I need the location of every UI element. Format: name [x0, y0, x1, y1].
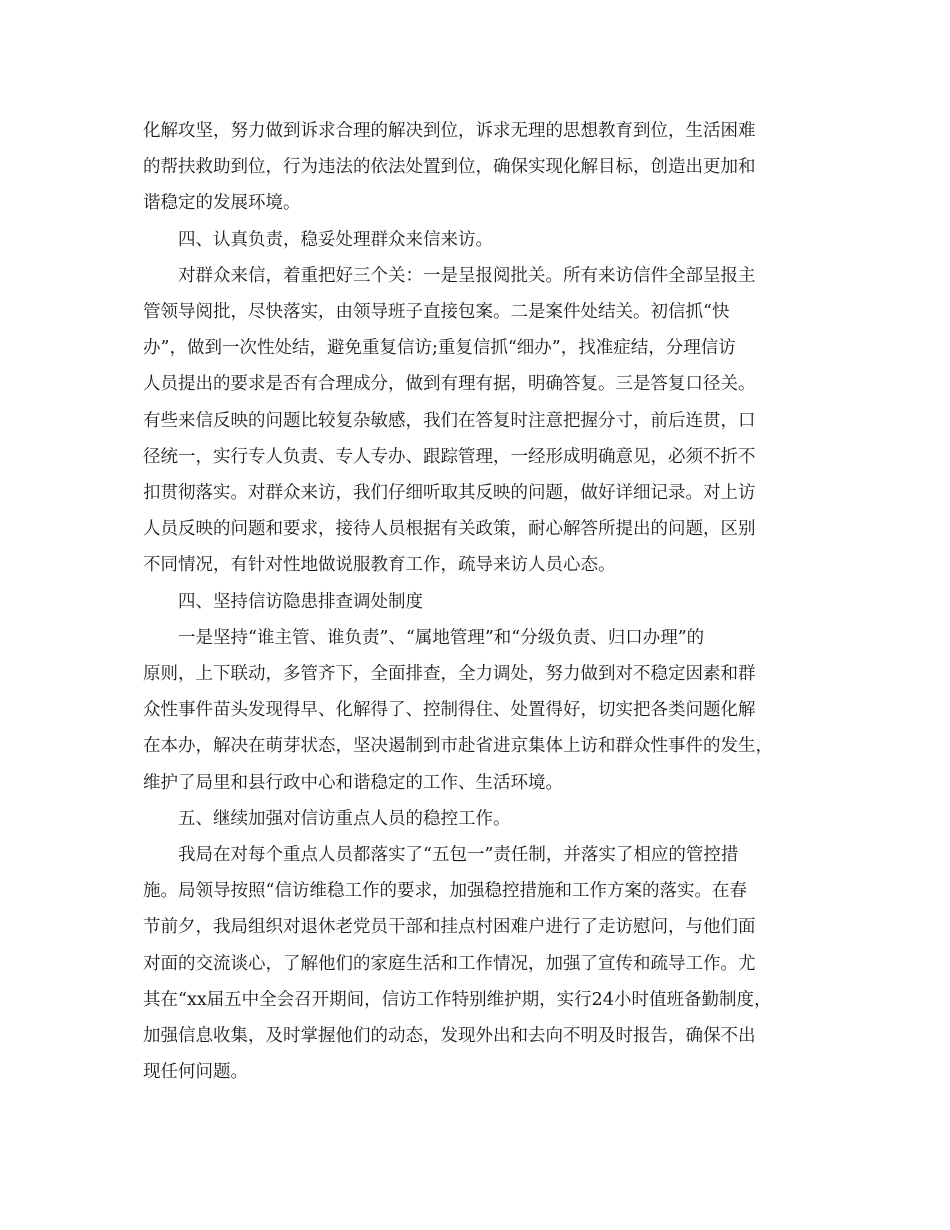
- text-line: 的帮扶救助到位，行为违法的依法处置到位，确保实现化解目标，创造出更加和: [143, 157, 756, 178]
- paragraph: [143, 620, 808, 801]
- text-line: 对群众来信，着重把好三个关：一是呈报阅批关。所有来访信件全部呈报主: [178, 265, 756, 286]
- text-line: 一是坚持“谁主管、谁负责”、“属地管理”和“分级负责、归口办理”的: [178, 627, 705, 648]
- text-line: 扣贯彻落实。对群众来访，我们仔细听取其反映的问题，做好详细记录。对上访: [143, 483, 756, 504]
- document-body: [143, 113, 808, 1090]
- text-line: 五、继续加强对信访重点人员的稳控工作。: [178, 808, 511, 829]
- text-line: 办”，做到一次性处结，避免重复信访;重复信抓“细办”，找准症结，分理信访: [143, 338, 736, 359]
- text-line: 维护了局里和县行政中心和谐稳定的工作、生活环境。: [143, 772, 563, 793]
- text-line: 我局在对每个重点人员都落实了“五包一”责任制，并落实了相应的管控措: [178, 845, 739, 866]
- paragraph: [143, 801, 808, 837]
- text-line: 谐稳定的发展环境。: [143, 193, 301, 214]
- text-line: 人员提出的要求是否有合理成分，做到有理有据，明确答复。三是答复口径关。: [143, 374, 756, 395]
- paragraph: [143, 113, 808, 222]
- text-line: 对面的交流谈心，了解他们的家庭生活和工作情况，加强了宣传和疏导工作。尤: [143, 953, 756, 974]
- text-line: 管领导阅批，尽快落实，由领导班子直接包案。二是案件处结关。初信抓“快: [143, 302, 730, 323]
- text-line: 四、认真负责，稳妥处理群众来信来访。: [178, 229, 493, 250]
- text-line: 加强信息收集，及时掌握他们的动态，发现外出和去向不明及时报告，确保不出: [143, 1026, 756, 1047]
- text-line: 在本办，解决在萌芽状态，坚决遏制到市赴省进京集体上访和群众性事件的发生，: [143, 736, 773, 757]
- paragraph: [143, 584, 808, 620]
- text-line: 径统一，实行专人负责、专人专办、跟踪管理，一经形成明确意见，必须不折不: [143, 446, 756, 467]
- paragraph: [143, 222, 808, 258]
- text-line: 人员反映的问题和要求，接待人员根据有关政策，耐心解答所提出的问题，区别: [143, 519, 756, 540]
- text-line: 众性事件苗头发现得早、化解得了、控制得住、处置得好，切实把各类问题化解: [143, 700, 756, 721]
- text-line: 原则，上下联动，多管齐下，全面排查，全力调处，努力做到对不稳定因素和群: [143, 664, 756, 685]
- text-line: 其在“xx届五中全会召开期间，信访工作特别维护期，实行24小时值班备勤制度，: [143, 989, 772, 1010]
- text-line: 有些来信反映的问题比较复杂敏感，我们在答复时注意把握分寸，前后连贯，口: [143, 410, 756, 431]
- text-line: 四、坚持信访隐患排查调处制度: [178, 591, 423, 612]
- text-line: 施。局领导按照“信访维稳工作的要求，加强稳控措施和工作方案的落实。在春: [143, 881, 747, 902]
- paragraph: [143, 837, 808, 1090]
- text-line: 节前夕，我局组织对退休老党员干部和挂点村困难户进行了走访慰问，与他们面: [143, 917, 756, 938]
- text-line: 化解攻坚，努力做到诉求合理的解决到位，诉求无理的思想教育到位，生活困难: [143, 121, 756, 141]
- paragraph: [143, 258, 808, 584]
- text-line: 现任何问题。: [143, 1062, 248, 1083]
- text-line: 不同情况，有针对性地做说服教育工作，疏导来访人员心态。: [143, 555, 616, 576]
